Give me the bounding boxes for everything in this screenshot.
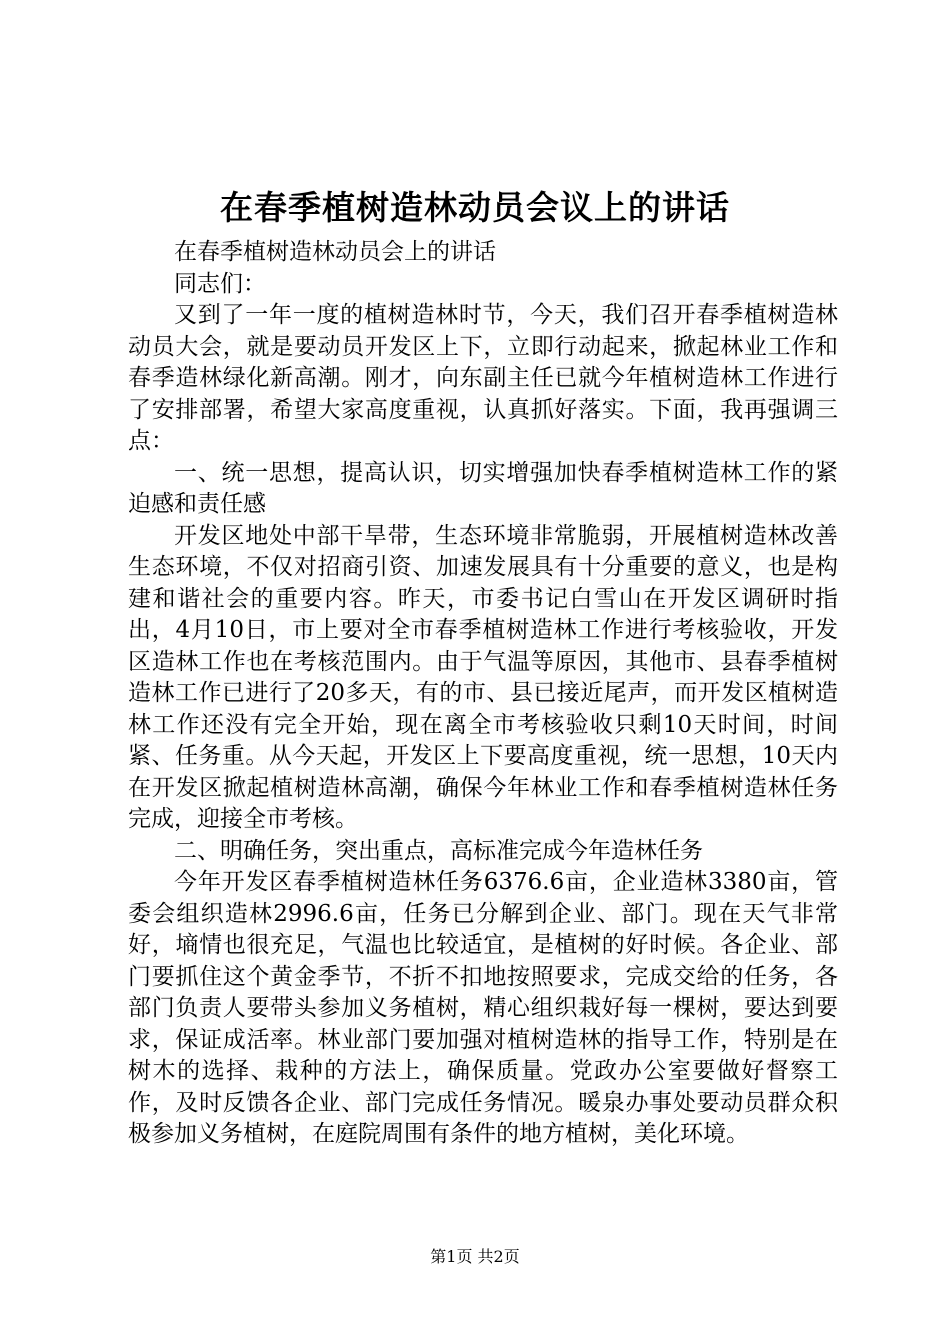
salutation-paragraph: 同志们： xyxy=(174,270,266,297)
document-body xyxy=(128,237,838,1151)
body-paragraph: 开发区地处中部干旱带，生态环境非常脆弱，开展植树造林改善生态环境，不仅对招商引资、加速发展具有十分重要的意义，也是构建和谐社会的重要内容。昨天，市委书记白雪山在开发区调研时指出，4月10日，市上要对全市春季植树造林工作进行考核验收，开发区造林工作也在考核范围内。由于气温等原因，其他市、县春季植树造林工作已进行了20多天，有的市、县已接近尾声，而开发区植树造林工作还没有完全开始，现在离全市考核验收只剩10天时间，时间紧、任务重。从今天起，开发区上下要高度重视，统一思想，10天内在开发区掀起植树造林高潮，确保今年林业工作和春季植树造林任务完成，迎接全市考核。 xyxy=(128,522,838,832)
body-paragraph: 今年开发区春季植树造林任务6376.6亩，企业造林3380亩，管委会组织造林2996.6亩，任务已分解到企业、部门。现在天气非常好，墒情也很充足，气温也比较适宜，是植树的好时候。各企业、部门要抓住这个黄金季节，不折不扣地按照要求，完成交给的任务，各部门负责人要带头参加义务植树，精心组织栽好每一棵树，要达到要求，保证成活率。林业部门要加强对植树造林的指导工作，特别是在树木的选择、栽种的方法上，确保质量。党政办公室要做好督察工作，及时反馈各企业、部门完成任务情况。暖泉办事处要动员群众积极参加义务植树，在庭院周围有条件的地方植树，美化环境。 xyxy=(128,869,838,1147)
document-title: 在春季植树造林动员会议上的讲话 xyxy=(220,188,730,227)
page-number-footer: 第1页 共2页 xyxy=(430,1247,520,1266)
body-paragraph: 又到了一年一度的植树造林时节，今天，我们召开春季植树造林动员大会，就是要动员开发区上下，立即行动起来，掀起林业工作和春季造林绿化新高潮。刚才，向东副主任已就今年植树造林工作进行了安排部署，希望大家高度重视，认真抓好落实。下面，我再强调三点： xyxy=(128,302,838,454)
subtitle-paragraph: 在春季植树造林动员会上的讲话 xyxy=(174,239,496,265)
section-heading: 一、统一思想，提高认识，切实增强加快春季植树造林工作的紧迫感和责任感 xyxy=(128,459,838,517)
section-heading: 二、明确任务，突出重点，高标准完成今年造林任务 xyxy=(174,837,703,864)
